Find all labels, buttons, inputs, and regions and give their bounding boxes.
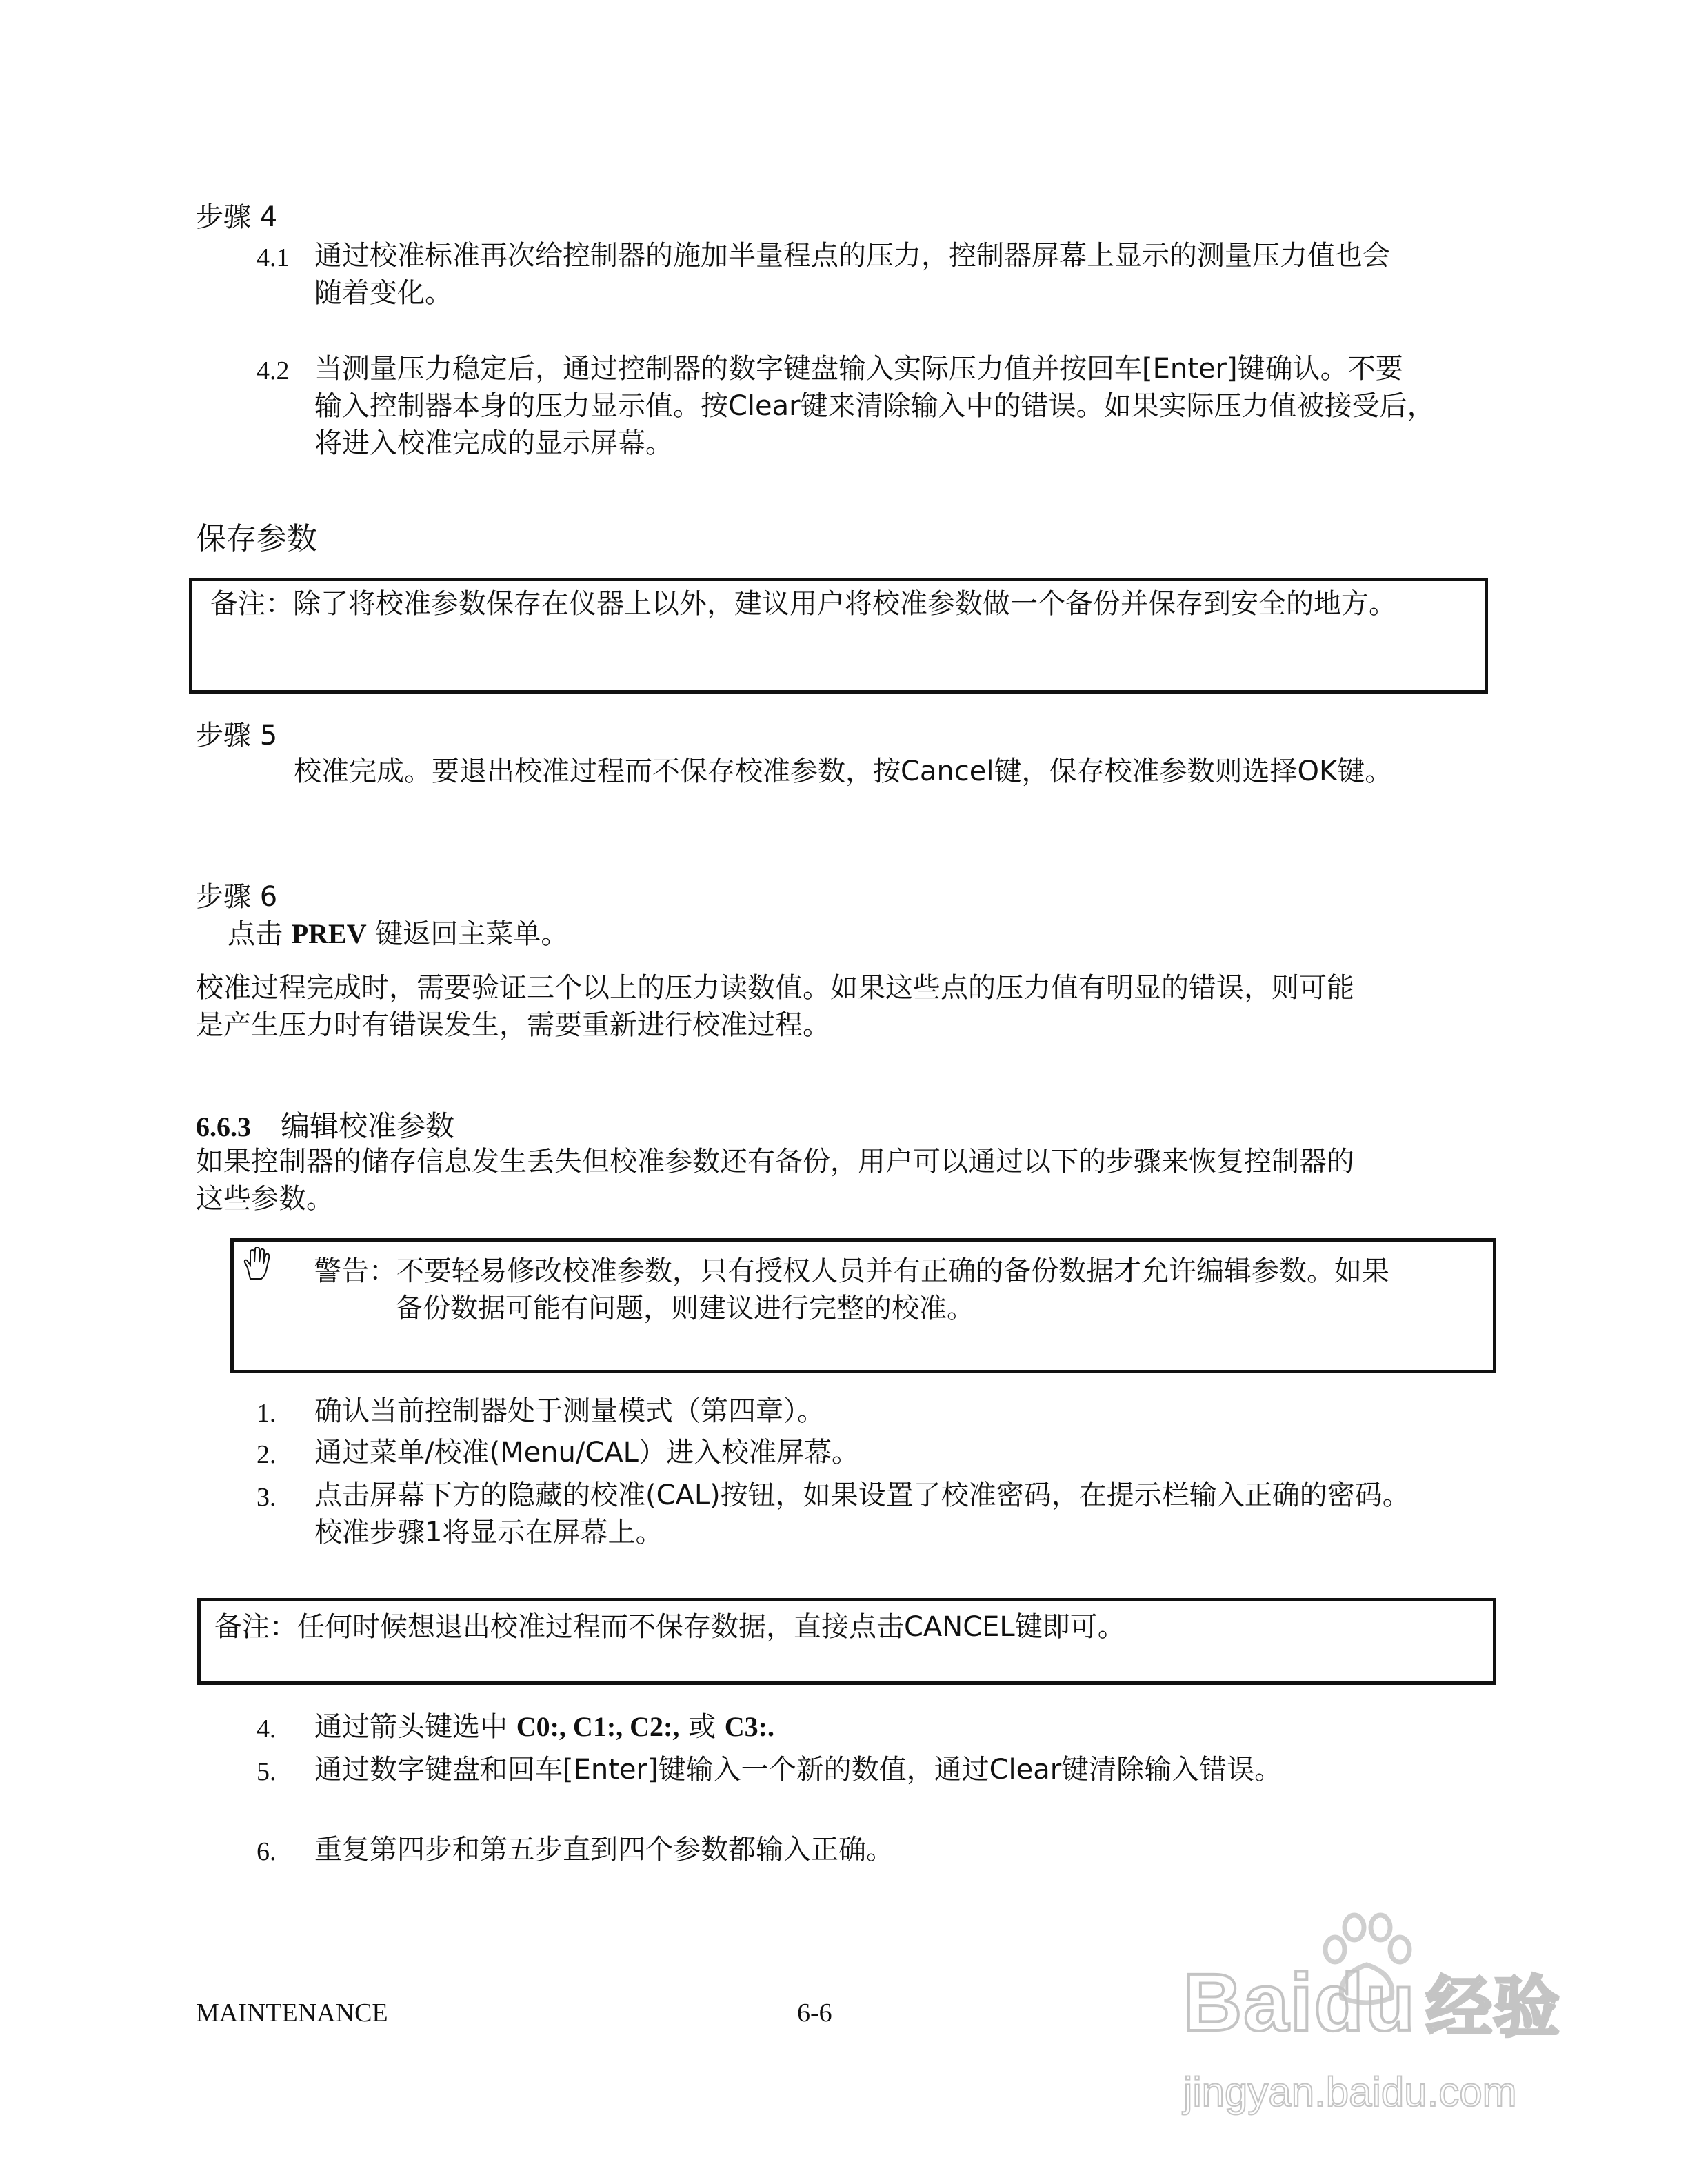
section-title: 编辑校准参数	[281, 1109, 455, 1143]
list-item: 通过菜单/校准(Menu/CAL）进入校准屏幕。	[314, 1437, 859, 1468]
param-names: C3:.	[724, 1711, 774, 1742]
text-run: 通过箭头键选中	[314, 1711, 508, 1743]
param-names: C0:, C1:, C2:,	[516, 1711, 680, 1742]
list-item: 确认当前控制器处于测量模式（第四章）。	[314, 1395, 825, 1427]
paragraph-line: 输入控制器本身的压力显示值。按Clear键来清除输入中的错误。如果实际压力值被接受后，	[314, 390, 1435, 422]
watermark-url: jingyan.baidu.com	[1183, 2069, 1517, 2115]
step6-heading: 步骤 6	[196, 881, 278, 913]
footer-left: MAINTENANCE	[196, 1999, 388, 2028]
page-number: 6-6	[797, 1999, 832, 2028]
list-item: 通过数字键盘和回车[Enter]键输入一个新的数值，通过Clear键清除输入错误。	[314, 1754, 1283, 1786]
note-text: 备注：除了将校准参数保存在仪器上以外，建议用户将校准参数做一个备份并保存到安全的地方。	[210, 588, 1396, 620]
list-number: 1.	[257, 1399, 277, 1428]
warning-box	[230, 1238, 1496, 1373]
list-item-continued: 校准步骤1将显示在屏幕上。	[314, 1517, 663, 1548]
section-heading: 保存参数	[196, 521, 317, 556]
watermark-cn: 经验	[1425, 1971, 1561, 2045]
prev-key-label: PREV	[291, 918, 367, 949]
text-run: 键返回主菜单。	[375, 918, 569, 950]
list-number: 6.	[257, 1837, 277, 1866]
text-run: 或	[688, 1711, 716, 1743]
item-number: 4.2	[257, 356, 290, 385]
watermark-brand: Bai	[1183, 1957, 1314, 2048]
list-number: 3.	[257, 1483, 277, 1512]
list-item: 点击屏幕下方的隐藏的校准(CAL)按钮，如果设置了校准密码，在提示栏输入正确的密码。	[314, 1479, 1410, 1511]
text-run: 点击	[228, 918, 283, 950]
paragraph-line: 是产生压力时有错误发生，需要重新进行校准过程。	[196, 1009, 830, 1041]
step5-heading: 步骤 5	[196, 720, 278, 751]
warning-line: 警告：不要轻易修改校准参数，只有授权人员并有正确的备份数据才允许编辑参数。如果	[314, 1255, 1389, 1287]
paragraph-line: 当测量压力稳定后，通过控制器的数字键盘输入实际压力值并按回车[Enter]键确认。不要	[314, 353, 1403, 385]
warning-line: 备份数据可能有问题，则建议进行完整的校准。	[395, 1293, 974, 1324]
paragraph-line: 将进入校准完成的显示屏幕。	[314, 427, 673, 459]
list-number: 4.	[257, 1715, 277, 1743]
step6-line	[228, 916, 568, 953]
note-text: 备注：任何时候想退出校准过程而不保存数据，直接点击CANCEL键即可。	[214, 1611, 1125, 1643]
step4-heading: 步骤 4	[196, 201, 278, 233]
note-box	[189, 578, 1488, 694]
list-number: 2.	[257, 1440, 277, 1469]
paragraph-line: 校准完成。要退出校准过程而不保存校准参数，按Cancel键，保存校准参数则选择OK键。	[294, 756, 1393, 787]
paragraph-line: 如果控制器的储存信息发生丢失但校准参数还有备份，用户可以通过以下的步骤来恢复控制器的	[196, 1146, 1354, 1177]
hand-icon	[243, 1247, 271, 1282]
paragraph-line: 通过校准标准再次给控制器的施加半量程点的压力，控制器屏幕上显示的测量压力值也会	[314, 240, 1390, 272]
paragraph-line: 这些参数。	[196, 1183, 334, 1215]
paragraph-line: 校准过程完成时，需要验证三个以上的压力读数值。如果这些点的压力值有明显的错误，则可能	[196, 972, 1354, 1004]
item-number: 4.1	[257, 243, 290, 272]
section-number: 6.6.3	[196, 1111, 251, 1142]
list-item	[314, 1708, 774, 1746]
list-number: 5.	[257, 1757, 277, 1786]
paragraph-line: 随着变化。	[314, 277, 452, 309]
list-item: 重复第四步和第五步直到四个参数都输入正确。	[314, 1834, 894, 1866]
watermark-brand: du	[1314, 1957, 1416, 2048]
note-box	[197, 1598, 1496, 1685]
